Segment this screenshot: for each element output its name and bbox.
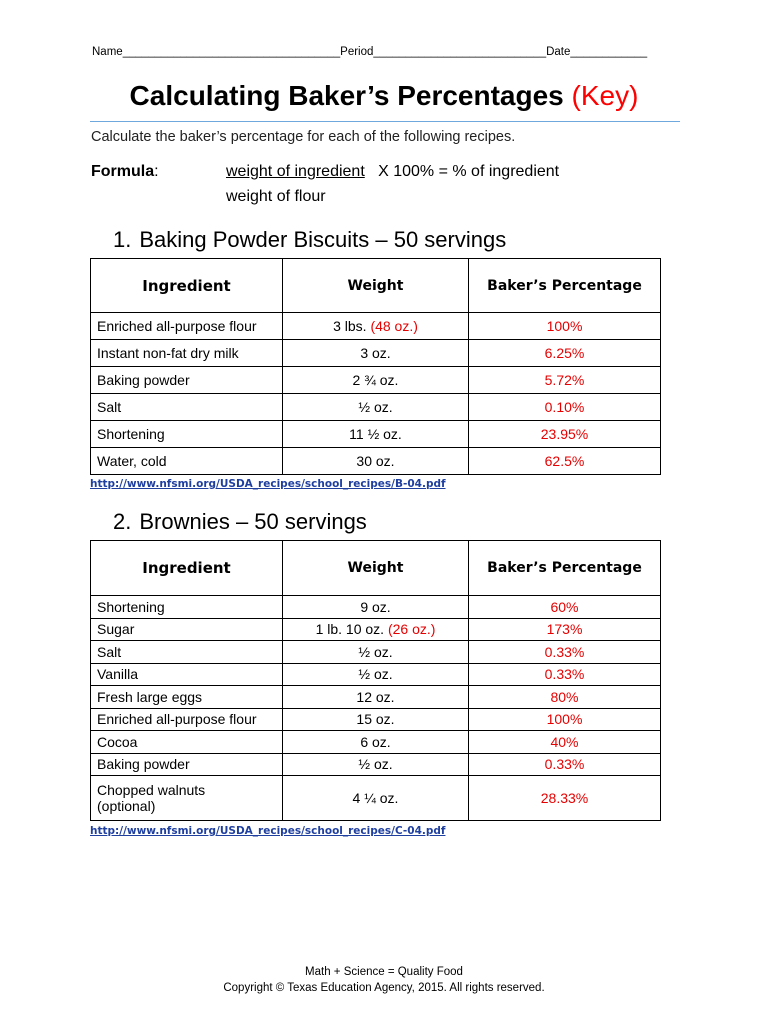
name-blank: __________________________________ — [122, 46, 341, 58]
weight-value: ½ oz. — [358, 666, 393, 683]
ingredient-name: Water, cold — [97, 453, 167, 469]
weight-value: 30 oz. — [356, 453, 395, 469]
weight-cell — [283, 686, 469, 709]
ingredient-name: Enriched all-purpose flour — [97, 711, 257, 728]
weight-value: 12 oz. — [356, 688, 395, 705]
col-weight-header: Weight — [283, 541, 469, 596]
student-info-line — [92, 46, 692, 58]
ingredient-name: Salt — [97, 399, 122, 415]
period-label: Period — [340, 46, 374, 58]
weight-cell — [283, 776, 469, 821]
col-percent-header: Baker’s Percentage — [469, 259, 661, 313]
weight-cell — [283, 596, 469, 619]
percent-cell: 0.33% — [469, 663, 661, 686]
title-key: (Key) — [571, 80, 639, 111]
weight-cell — [283, 367, 469, 394]
weight-cell — [283, 313, 469, 340]
percent-cell: 28.33% — [469, 776, 661, 821]
weight-cell — [283, 421, 469, 448]
weight-value: ½ oz. — [358, 756, 393, 773]
ingredient-cell — [91, 618, 283, 641]
formula-numerator — [226, 163, 559, 181]
percent-cell: 40% — [469, 731, 661, 754]
ingredient-cell — [91, 367, 283, 394]
formula-rest: X 100% = % of ingredient — [378, 163, 560, 180]
percent-cell: 0.33% — [469, 753, 661, 776]
footer-copyright: Copyright © Texas Education Agency, 2015. All rights reserved. — [223, 982, 545, 994]
weight-value: 4 ¼ oz. — [352, 790, 399, 806]
ingredient-name: Shortening — [97, 426, 165, 442]
table-row — [91, 641, 661, 664]
ingredient-cell — [91, 663, 283, 686]
recipe-2-table — [90, 540, 661, 821]
weight-value: 3 oz. — [360, 345, 391, 361]
percent-cell: 6.25% — [469, 340, 661, 367]
ingredient-name: Shortening — [97, 598, 165, 615]
page-title — [0, 80, 768, 112]
weight-cell — [283, 663, 469, 686]
weight-value: 9 oz. — [360, 598, 391, 615]
weight-cell — [283, 448, 469, 475]
ingredient-cell — [91, 776, 283, 821]
percent-cell: 100% — [469, 313, 661, 340]
title-divider — [90, 121, 680, 122]
ingredient-name: Vanilla — [97, 666, 138, 683]
recipe-2-title-text: Brownies – 50 servings — [139, 509, 367, 534]
period-blank: ___________________________ — [373, 46, 547, 58]
weight-value: 2 ¾ oz. — [352, 372, 399, 388]
weight-value: 3 lbs. — [333, 318, 367, 334]
weight-value: 6 oz. — [360, 733, 391, 750]
recipe-1-title — [113, 227, 506, 253]
table-row — [91, 394, 661, 421]
table-row — [91, 367, 661, 394]
percent-cell: 60% — [469, 596, 661, 619]
percent-cell: 5.72% — [469, 367, 661, 394]
ingredient-name: Sugar — [97, 621, 135, 638]
percent-cell: 80% — [469, 686, 661, 709]
weight-cell — [283, 731, 469, 754]
ingredient-name: Salt — [97, 643, 122, 660]
weight-value: 1 lb. 10 oz. — [315, 621, 385, 638]
percent-cell: 0.10% — [469, 394, 661, 421]
weight-cell — [283, 708, 469, 731]
ingredient-name: Fresh large eggs — [97, 688, 203, 705]
name-label: Name — [92, 46, 123, 58]
col-ingredient-header: Ingredient — [91, 541, 283, 596]
table-row — [91, 448, 661, 475]
recipe-2-number: 2. — [113, 509, 132, 534]
formula-label: Formula: — [91, 163, 159, 180]
col-weight-header: Weight — [283, 259, 469, 313]
ingredient-cell — [91, 394, 283, 421]
table-row — [91, 708, 661, 731]
weight-value: 15 oz. — [356, 711, 395, 728]
ingredient-cell — [91, 708, 283, 731]
formula-denominator: weight of flour — [226, 188, 326, 205]
ingredient-cell — [91, 421, 283, 448]
ingredient-name: Baking powder — [97, 756, 190, 773]
weight-conversion: (48 oz.) — [370, 318, 418, 334]
weight-value: ½ oz. — [358, 643, 393, 660]
ingredient-cell — [91, 731, 283, 754]
table-row — [91, 618, 661, 641]
ingredient-cell — [91, 753, 283, 776]
ingredient-cell — [91, 686, 283, 709]
percent-cell: 100% — [469, 708, 661, 731]
percent-cell: 62.5% — [469, 448, 661, 475]
weight-cell — [283, 394, 469, 421]
ingredient-note: (optional) — [97, 798, 156, 814]
table-row — [91, 421, 661, 448]
ingredient-cell — [91, 448, 283, 475]
table-row — [91, 731, 661, 754]
weight-conversion: (26 oz.) — [387, 621, 436, 638]
weight-value: 11 ½ oz. — [349, 426, 402, 442]
instructions: Calculate the baker’s percentage for each of the following recipes. — [91, 129, 516, 145]
recipe-1-number: 1. — [113, 227, 132, 252]
table-row — [91, 663, 661, 686]
ingredient-cell — [91, 340, 283, 367]
ingredient-name: Enriched all-purpose flour — [97, 318, 257, 334]
weight-value: ½ oz. — [358, 399, 393, 415]
table-row — [91, 596, 661, 619]
ingredient-name: Cocoa — [97, 733, 138, 750]
table-row — [91, 753, 661, 776]
table-row — [91, 313, 661, 340]
col-ingredient-header: Ingredient — [91, 259, 283, 313]
recipe-2-title — [113, 509, 367, 535]
percent-cell: 173% — [469, 618, 661, 641]
table-row — [91, 340, 661, 367]
table-row — [91, 776, 661, 821]
formula-numerator-text: weight of ingredient — [226, 163, 365, 180]
col-percent-header: Baker’s Percentage — [469, 541, 661, 596]
recipe-1-title-text: Baking Powder Biscuits – 50 servings — [139, 227, 507, 252]
weight-cell — [283, 618, 469, 641]
percent-cell: 0.33% — [469, 641, 661, 664]
ingredient-name: Instant non-fat dry milk — [97, 345, 239, 361]
weight-cell — [283, 641, 469, 664]
ingredient-cell — [91, 596, 283, 619]
title-main: Calculating Baker’s Percentages — [129, 80, 564, 111]
date-blank: ____________ — [570, 46, 648, 58]
ingredient-name: Chopped walnuts — [97, 782, 206, 798]
ingredient-cell — [91, 641, 283, 664]
ingredient-name: Baking powder — [97, 372, 190, 388]
weight-cell — [283, 753, 469, 776]
ingredient-cell — [91, 313, 283, 340]
date-label: Date — [546, 46, 571, 58]
recipe-2-source-link[interactable]: http://www.nfsmi.org/USDA_recipes/school_recipes/C-04.pdf — [90, 825, 446, 837]
recipe-1-table — [90, 258, 661, 475]
footer-tagline: Math + Science = Quality Food — [305, 966, 463, 978]
percent-cell: 23.95% — [469, 421, 661, 448]
recipe-1-source-link[interactable]: http://www.nfsmi.org/USDA_recipes/school_recipes/B-04.pdf — [90, 478, 446, 490]
weight-cell — [283, 340, 469, 367]
table-row — [91, 686, 661, 709]
